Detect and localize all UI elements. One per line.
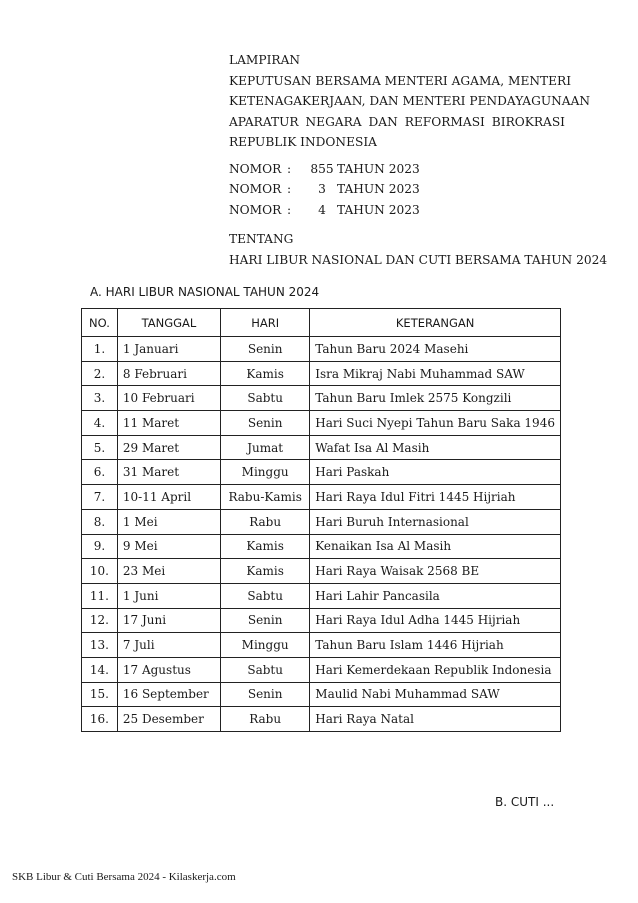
cell-hari: Sabtu	[221, 657, 310, 682]
cell-hari: Rabu	[221, 509, 310, 534]
table-row	[82, 657, 561, 682]
nomor-number: 855	[310, 161, 334, 176]
tentang-label: TENTANG	[229, 232, 294, 246]
cell-tanggal: 10 Februari	[117, 386, 220, 411]
cell-tanggal: 16 September	[117, 682, 220, 707]
cell-keterangan: Hari Suci Nyepi Tahun Baru Saka 1946	[310, 411, 561, 436]
cell-keterangan: Hari Raya Waisak 2568 BE	[310, 559, 561, 584]
cell-keterangan: Tahun Baru Islam 1446 Hijriah	[310, 633, 561, 658]
document-header	[229, 50, 608, 270]
cell-no: 15.	[82, 682, 118, 707]
table-row	[82, 386, 561, 411]
cell-keterangan: Hari Buruh Internasional	[310, 509, 561, 534]
continuation-note: B. CUTI ...	[495, 795, 555, 809]
cell-no: 14.	[82, 657, 118, 682]
nomor-year: TAHUN 2023	[337, 182, 420, 196]
table-row	[82, 435, 561, 460]
cell-tanggal: 29 Maret	[117, 435, 220, 460]
cell-keterangan: Wafat Isa Al Masih	[310, 435, 561, 460]
keputusan-line: APARATUR NEGARA DAN REFORMASI BIROKRASI	[229, 114, 565, 129]
cell-no: 9.	[82, 534, 118, 559]
cell-hari: Rabu	[221, 707, 310, 732]
cell-no: 1.	[82, 337, 118, 362]
holiday-table	[81, 308, 561, 732]
nomor-row	[229, 179, 565, 200]
cell-tanggal: 11 Maret	[117, 411, 220, 436]
nomor-year: TAHUN 2023	[337, 161, 420, 176]
cell-hari: Sabtu	[221, 583, 310, 608]
nomor-separator: :	[287, 182, 292, 196]
table-body	[82, 337, 561, 732]
cell-no: 13.	[82, 633, 118, 658]
document-subject: HARI LIBUR NASIONAL DAN CUTI BERSAMA TAHUN 2024	[229, 252, 608, 267]
cell-tanggal: 17 Juni	[117, 608, 220, 633]
cell-tanggal: 31 Maret	[117, 460, 220, 485]
table-row	[82, 411, 561, 436]
keputusan-line: REPUBLIK INDONESIA	[229, 135, 377, 149]
cell-no: 5.	[82, 435, 118, 460]
cell-keterangan: Hari Paskah	[310, 460, 561, 485]
cell-no: 8.	[82, 509, 118, 534]
cell-no: 3.	[82, 386, 118, 411]
cell-keterangan: Hari Raya Idul Adha 1445 Hijriah	[310, 608, 561, 633]
nomor-year: TAHUN 2023	[337, 202, 420, 217]
cell-no: 10.	[82, 559, 118, 584]
cell-tanggal: 1 Mei	[117, 509, 220, 534]
table-row	[82, 608, 561, 633]
cell-no: 2.	[82, 361, 118, 386]
cell-hari: Kamis	[221, 361, 310, 386]
cell-hari: Jumat	[221, 435, 310, 460]
table-row	[82, 509, 561, 534]
cell-hari: Senin	[221, 682, 310, 707]
column-header-hari: HARI	[221, 309, 310, 337]
table-row	[82, 583, 561, 608]
nomor-number: 4	[318, 202, 326, 217]
table-row	[82, 633, 561, 658]
cell-hari: Senin	[221, 411, 310, 436]
cell-hari: Kamis	[221, 534, 310, 559]
cell-tanggal: 7 Juli	[117, 633, 220, 658]
lampiran-label: LAMPIRAN	[229, 53, 301, 67]
table-row	[82, 559, 561, 584]
table-row	[82, 534, 561, 559]
nomor-label: NOMOR	[229, 161, 282, 176]
table-row	[82, 337, 561, 362]
column-header-no: NO.	[82, 309, 118, 337]
cell-tanggal: 10-11 April	[117, 485, 220, 510]
section-title: A. HARI LIBUR NASIONAL TAHUN 2024	[90, 285, 320, 299]
cell-tanggal: 23 Mei	[117, 559, 220, 584]
nomor-separator: :	[287, 161, 292, 176]
nomor-separator: :	[287, 202, 292, 217]
cell-keterangan: Tahun Baru Imlek 2575 Kongzili	[310, 386, 561, 411]
nomor-list	[229, 159, 565, 221]
nomor-row	[229, 159, 565, 180]
nomor-number: 3	[318, 182, 326, 196]
cell-keterangan: Hari Kemerdekaan Republik Indonesia	[310, 657, 561, 682]
table-header-row	[82, 309, 561, 337]
table-row	[82, 460, 561, 485]
table-row	[82, 707, 561, 732]
cell-tanggal: 8 Februari	[117, 361, 220, 386]
cell-tanggal: 1 Juni	[117, 583, 220, 608]
cell-keterangan: Hari Raya Idul Fitri 1445 Hijriah	[310, 485, 561, 510]
cell-hari: Rabu-Kamis	[221, 485, 310, 510]
cell-keterangan: Isra Mikraj Nabi Muhammad SAW	[310, 361, 561, 386]
nomor-label: NOMOR	[229, 182, 282, 196]
cell-hari: Minggu	[221, 460, 310, 485]
table-row	[82, 361, 561, 386]
cell-no: 4.	[82, 411, 118, 436]
cell-tanggal: 17 Agustus	[117, 657, 220, 682]
cell-keterangan: Tahun Baru 2024 Masehi	[310, 337, 561, 362]
keputusan-line: KETENAGAKERJAAN, DAN MENTERI PENDAYAGUNAAN	[229, 94, 591, 108]
cell-keterangan: Kenaikan Isa Al Masih	[310, 534, 561, 559]
cell-hari: Sabtu	[221, 386, 310, 411]
cell-keterangan: Hari Lahir Pancasila	[310, 583, 561, 608]
nomor-row	[229, 200, 565, 221]
cell-no: 7.	[82, 485, 118, 510]
keputusan-line: KEPUTUSAN BERSAMA MENTERI AGAMA, MENTERI	[229, 73, 572, 88]
cell-tanggal: 1 Januari	[117, 337, 220, 362]
cell-hari: Senin	[221, 337, 310, 362]
cell-tanggal: 25 Desember	[117, 707, 220, 732]
cell-no: 11.	[82, 583, 118, 608]
cell-no: 6.	[82, 460, 118, 485]
cell-keterangan: Hari Raya Natal	[310, 707, 561, 732]
cell-no: 12.	[82, 608, 118, 633]
cell-no: 16.	[82, 707, 118, 732]
table-row	[82, 682, 561, 707]
page-footer: SKB Libur & Cuti Bersama 2024 - Kilaskerja.com	[12, 871, 236, 883]
cell-hari: Senin	[221, 608, 310, 633]
cell-keterangan: Maulid Nabi Muhammad SAW	[310, 682, 561, 707]
column-header-keterangan: KETERANGAN	[310, 309, 561, 337]
cell-hari: Minggu	[221, 633, 310, 658]
table-row	[82, 485, 561, 510]
cell-hari: Kamis	[221, 559, 310, 584]
column-header-tanggal: TANGGAL	[117, 309, 220, 337]
nomor-label: NOMOR	[229, 202, 282, 217]
cell-tanggal: 9 Mei	[117, 534, 220, 559]
